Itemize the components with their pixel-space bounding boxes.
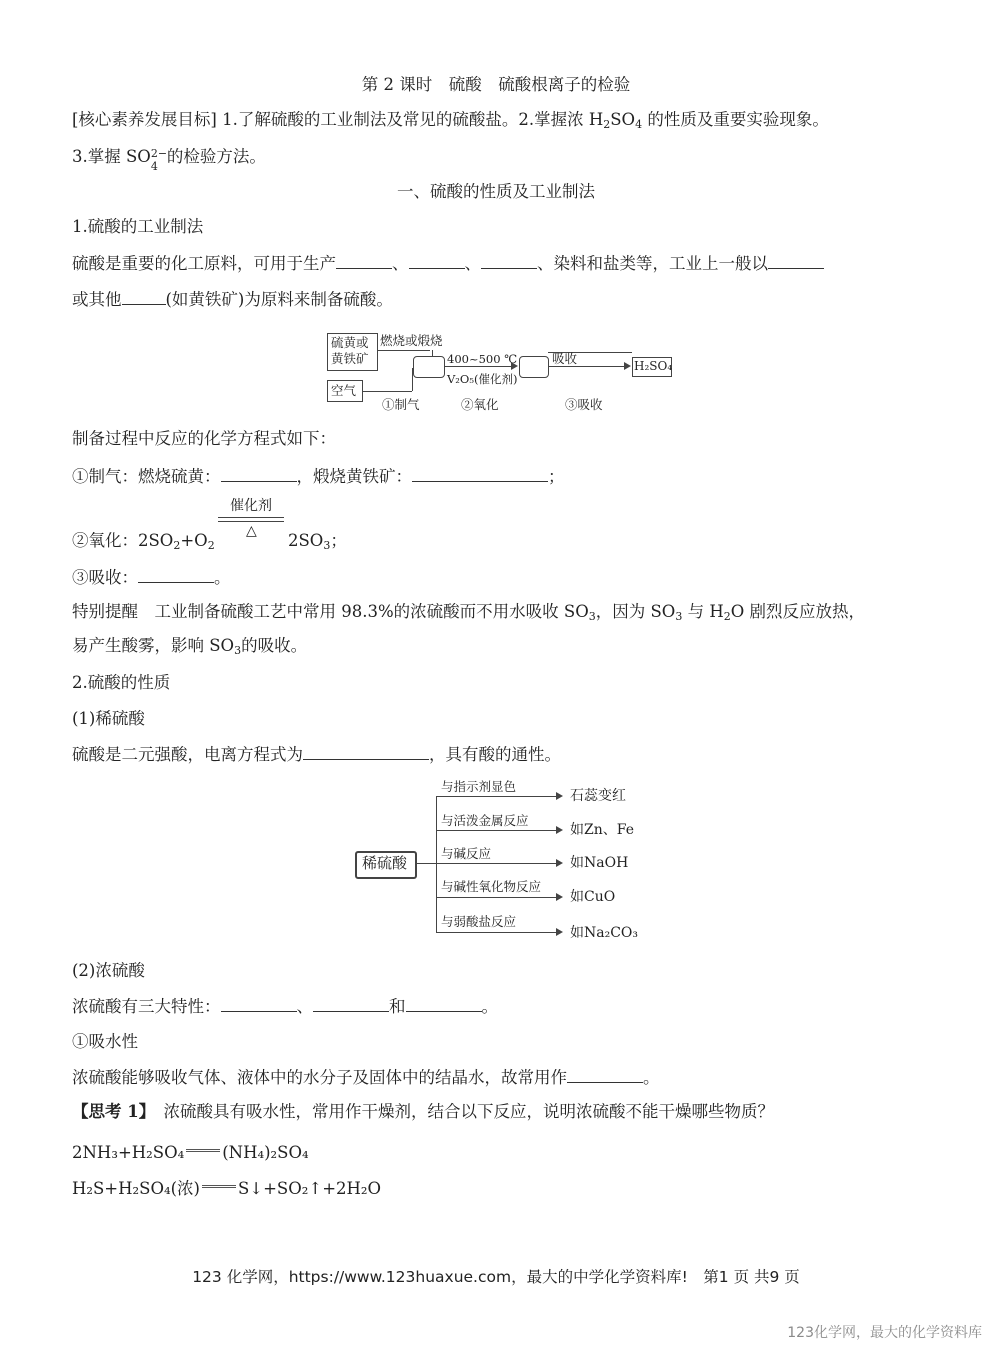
reaction-2: [72, 1178, 381, 1200]
watermark: 123化学网，最大的化学资料库: [787, 1325, 982, 1341]
text: 、: [392, 254, 409, 273]
blank[interactable]: [409, 252, 465, 269]
tree-branch-label: 与指示剂显色: [441, 779, 517, 794]
text: O 剧烈反应放热，: [730, 602, 865, 621]
rxn-lhs: H₂S+H₂SO₄(浓): [72, 1179, 200, 1198]
text: 。: [481, 997, 498, 1016]
text: 2SO: [288, 531, 324, 550]
text: 。: [214, 568, 231, 587]
line: [436, 796, 556, 797]
text: 易产生酸雾，影响 SO: [72, 636, 235, 655]
text: 硫酸是重要的化工原料，可用于生产: [72, 254, 336, 273]
flow-box-raw-line1: 硫黄或: [331, 335, 369, 350]
blank[interactable]: [122, 288, 166, 305]
text: ，煅烧黄铁矿：: [296, 467, 412, 486]
arrow-head: [556, 928, 563, 936]
text: 、: [296, 997, 313, 1016]
blank[interactable]: [336, 252, 392, 269]
sulfate-script: [150, 147, 168, 173]
arrow-head: [556, 792, 563, 800]
line: [444, 366, 511, 367]
section-title: 一、硫酸的性质及工业制法: [397, 182, 595, 201]
step2-line: [72, 530, 215, 552]
sub: 3: [675, 610, 683, 623]
text: 的吸收。: [241, 636, 308, 655]
heading-concentrated: (2)浓硫酸: [72, 961, 145, 980]
step1-line: [72, 465, 565, 488]
tree-branch-result: 石蕊变红: [570, 788, 626, 804]
goal-text-2a: 3.掌握 SO: [72, 147, 151, 166]
line: [362, 391, 412, 392]
text: 、: [464, 254, 481, 273]
text: (如黄铁矿)为原料来制备硫酸。: [165, 290, 393, 309]
line: [436, 932, 556, 933]
tree-branch-label: 与碱性氧化物反应: [441, 879, 542, 894]
tree-branch-result: 如Zn、Fe: [570, 822, 634, 838]
goal-text-mid: SO: [610, 110, 636, 129]
blank[interactable]: [406, 995, 482, 1012]
text: 与 H: [682, 602, 724, 621]
think-text: 浓硫酸具有吸水性，常用作干燥剂，结合以下反应，说明浓硫酸不能干燥哪些物质？: [146, 1102, 774, 1121]
heading-industrial: 1.硫酸的工业制法: [72, 217, 204, 236]
goal-text-2b: 的检验方法。: [166, 147, 266, 166]
text: ③吸收：: [72, 568, 138, 587]
tree-branch-result: 如CuO: [570, 889, 616, 905]
blank[interactable]: [138, 566, 214, 583]
blank[interactable]: [567, 1066, 643, 1083]
flow-box-furnace: [413, 356, 445, 378]
catalyst-label: 催化剂: [230, 498, 272, 514]
tree-branch-result: 如NaOH: [570, 855, 629, 871]
equals-sign: [202, 1185, 236, 1188]
line: [436, 796, 437, 932]
tree-branch-result: 如Na₂CO₃: [570, 925, 639, 941]
text: 和: [389, 997, 406, 1016]
blank[interactable]: [221, 465, 297, 482]
equals-sign: [186, 1149, 220, 1152]
flow-air-label: 空气: [331, 383, 357, 398]
heading-absorb: ①吸水性: [72, 1032, 138, 1051]
tree-root-label: 稀硫酸: [362, 854, 408, 872]
line: [218, 521, 284, 522]
goal-label: [核心素养发展目标]: [72, 110, 217, 129]
line: [548, 366, 625, 367]
sub: 4: [635, 118, 643, 131]
rxn-lhs: 2NH₃+H₂SO₄: [72, 1143, 185, 1162]
industrial-line-1: [72, 252, 824, 275]
tree-branch-label: 与活泼金属反应: [441, 813, 529, 828]
line: [416, 863, 436, 864]
text: 或其他: [72, 290, 122, 309]
line: [377, 350, 430, 351]
absorb-line: [72, 1066, 660, 1089]
line: [436, 897, 556, 898]
text: ；: [330, 531, 347, 550]
goal-text-end: 的性质及重要实验现象。: [642, 110, 829, 129]
sub: 2: [173, 539, 181, 552]
arrow-head: [556, 893, 563, 901]
text: 浓硫酸能够吸收气体、液体中的水分子及固体中的结晶水，故常用作: [72, 1068, 567, 1087]
flow-step1: ①制气: [382, 397, 420, 412]
sub: 3: [234, 644, 242, 657]
tree-branch-label: 与碱反应: [441, 846, 492, 861]
flow-arrow1-label: 燃烧或煅烧: [380, 333, 443, 348]
think-line: [72, 1101, 774, 1123]
ionization-line: [72, 743, 561, 766]
text: ①制气：燃烧硫黄：: [72, 467, 221, 486]
text: 硫酸是二元强酸，电离方程式为: [72, 745, 303, 764]
heat-symbol: △: [246, 523, 257, 539]
goal-text-1: 1.了解硫酸的工业制法及常见的硫酸盐。2.掌握浓 H: [222, 110, 604, 129]
flow-cond1: 400~500 ℃: [447, 352, 518, 366]
text: ；: [548, 467, 565, 486]
sub: 3: [588, 610, 596, 623]
note-line-1: [72, 601, 865, 623]
line: [436, 863, 556, 864]
flow-arrow3-label: 吸收: [552, 351, 578, 366]
blank[interactable]: [221, 995, 297, 1012]
blank[interactable]: [313, 995, 389, 1012]
page-title: 第 2 课时 硫酸 硫酸根离子的检验: [361, 75, 631, 94]
tree-branch-label: 与弱酸盐反应: [441, 914, 517, 929]
goal-line-2: [72, 146, 266, 173]
heading-properties: 2.硫酸的性质: [72, 673, 171, 692]
text: 特别提醒 工业制备硫酸工艺中常用 98.3%的浓硫酸而不用水吸收 SO: [72, 602, 589, 621]
flow-step2: ②氧化: [461, 397, 499, 412]
text: ，具有酸的通性。: [429, 745, 561, 764]
blank[interactable]: [768, 252, 824, 269]
text: +O: [180, 531, 208, 550]
blank[interactable]: [412, 465, 548, 482]
note-line-2: [72, 635, 307, 657]
sub: 2: [723, 610, 731, 623]
sub: 4: [150, 160, 158, 173]
step2-rhs: [288, 530, 347, 552]
sub: 2: [207, 539, 215, 552]
industrial-line-2: [72, 288, 393, 311]
page-footer: 123 化学网，https://www.123huaxue.com，最大的中学化学资料库! 第1 页 共9 页: [192, 1268, 800, 1286]
text: ②氧化：2SO: [72, 531, 174, 550]
goal-line-1: [72, 109, 829, 131]
sub: 3: [323, 539, 331, 552]
flow-box-raw-line2: 黄铁矿: [331, 351, 369, 366]
flow-box-converter: [519, 356, 549, 378]
line: [218, 517, 284, 518]
eq-intro: 制备过程中反应的化学方程式如下：: [72, 429, 336, 448]
flow-step3: ③吸收: [565, 397, 603, 412]
sup: 2−: [150, 147, 168, 160]
arrow-head: [624, 362, 631, 370]
text: 浓硫酸有三大特性：: [72, 997, 221, 1016]
line: [436, 830, 556, 831]
heading-dilute: (1)稀硫酸: [72, 709, 145, 728]
arrow-head: [556, 826, 563, 834]
blank[interactable]: [481, 252, 537, 269]
text: 。: [643, 1068, 660, 1087]
text: 、染料和盐类等，工业上一般以: [537, 254, 768, 273]
flow-product-label: H₂SO₄: [634, 359, 673, 373]
three-properties-line: [72, 995, 498, 1018]
arrow-head: [556, 859, 563, 867]
reaction-1: [72, 1142, 309, 1164]
text: ，因为 SO: [595, 602, 676, 621]
blank[interactable]: [303, 743, 429, 760]
think-label: 【思考 1】: [72, 1102, 147, 1121]
sub: 2: [603, 118, 611, 131]
step3-line: [72, 566, 231, 589]
flow-cond2: V₂O₅(催化剂): [447, 372, 518, 386]
rxn-rhs: S↓+SO₂↑+2H₂O: [237, 1179, 382, 1198]
rxn-rhs: (NH₄)₂SO₄: [222, 1143, 309, 1162]
